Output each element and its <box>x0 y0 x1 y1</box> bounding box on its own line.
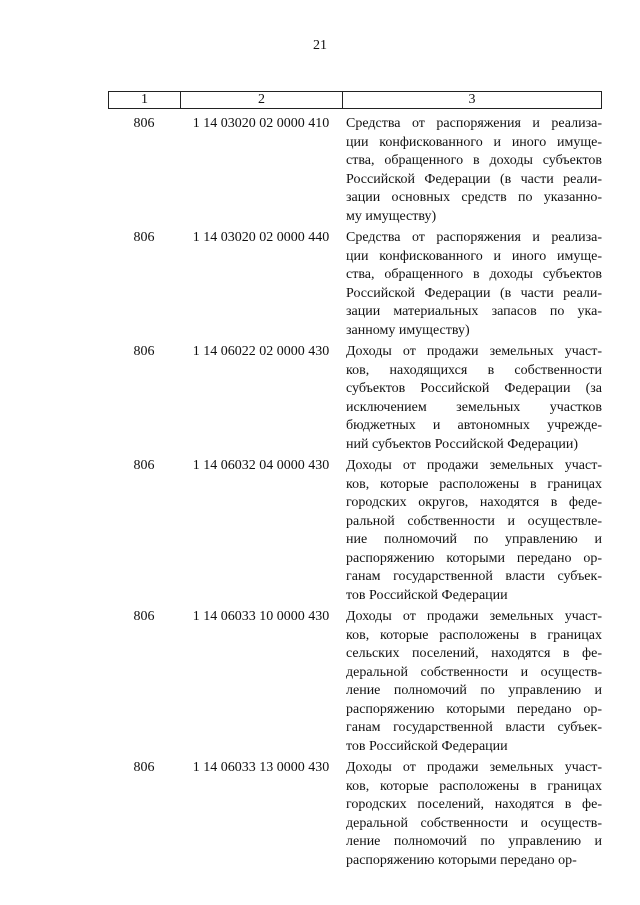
admin-code-cell: 806 <box>133 609 155 624</box>
table-row <box>108 457 602 605</box>
description-line: городских округов, находятся в феде- <box>346 495 602 510</box>
description-line: ление полномочий по управлению и <box>346 834 602 849</box>
budget-classification-code-cell: 1 14 06022 02 0000 430 <box>192 344 330 359</box>
description-line: ганам государственной власти субъек- <box>346 720 602 735</box>
description-line: ление полномочий по управлению и <box>346 683 602 698</box>
description-line: деральной собственности и осуществ- <box>346 815 602 831</box>
description-line: ства, обращенного в доходы субъектов <box>346 153 602 168</box>
description-cell <box>342 759 602 870</box>
description-line: Средства от распоряжения и реализа- <box>346 116 602 131</box>
description-line: ков, которые расположены в границах <box>346 627 602 643</box>
page-number: 21 <box>313 38 327 53</box>
table-row <box>108 229 602 340</box>
description-line: распоряжению которыми передано ор- <box>346 852 577 868</box>
description-line: ства, обращенного в доходы субъектов <box>346 267 602 282</box>
table-row <box>108 608 602 756</box>
admin-code-cell: 806 <box>133 458 155 473</box>
budget-classification-code-cell: 1 14 06033 10 0000 430 <box>192 609 330 624</box>
description-line: городских поселений, находятся в фе- <box>346 797 602 812</box>
table-body <box>108 115 602 873</box>
budget-classification-code-cell: 1 14 03020 02 0000 410 <box>192 116 330 131</box>
description-line: Доходы от продажи земельных участ- <box>346 760 602 775</box>
table-header-row <box>108 91 602 109</box>
description-line: бюджетных и автономных учрежде- <box>346 418 602 433</box>
description-line: сельских поселений, находятся в фе- <box>346 646 602 661</box>
table-row <box>108 343 602 454</box>
description-line: исключением земельных участков <box>346 399 602 415</box>
description-line: Средства от распоряжения и реализа- <box>346 230 602 245</box>
admin-code-cell: 806 <box>133 760 155 775</box>
description-cell <box>342 229 602 340</box>
description-line: субъектов Российской Федерации (за <box>346 381 602 396</box>
budget-classification-code-cell: 1 14 03020 02 0000 440 <box>192 230 330 245</box>
description-line: зации материальных запасов по ука- <box>346 304 602 319</box>
description-line: Российской Федерации (в части реали- <box>346 171 602 187</box>
admin-code-cell: 806 <box>133 344 155 359</box>
table-header-col-1: 1 <box>109 92 181 108</box>
description-line: Доходы от продажи земельных участ- <box>346 458 602 473</box>
description-line: распоряжению которыми передано ор- <box>346 701 602 717</box>
description-line: ков, находящихся в собственности <box>346 362 602 378</box>
description-line: распоряжению которыми передано ор- <box>346 550 602 566</box>
description-line: зации основных средств по указанно- <box>346 190 602 205</box>
description-line: ганам государственной власти субъек- <box>346 569 602 584</box>
description-cell <box>342 343 602 454</box>
admin-code-cell: 806 <box>133 116 155 131</box>
budget-classification-code-cell: 1 14 06033 13 0000 430 <box>192 760 330 775</box>
description-line: тов Российской Федерации <box>346 738 508 754</box>
description-line: му имуществу) <box>346 208 437 224</box>
description-line: ральной собственности и осуществле- <box>346 513 602 529</box>
description-line: ков, которые расположены в границах <box>346 476 602 492</box>
budget-classification-code-cell: 1 14 06032 04 0000 430 <box>192 458 330 473</box>
description-line: ции конфискованного и иного имуще- <box>346 248 602 264</box>
description-line: ков, которые расположены в границах <box>346 778 602 794</box>
admin-code-cell: 806 <box>133 230 155 245</box>
description-line: Российской Федерации (в части реали- <box>346 285 602 301</box>
table-header-col-3: 3 <box>468 92 476 107</box>
table-header-col-2: 2 <box>181 92 343 108</box>
description-line: тов Российской Федерации <box>346 587 508 603</box>
description-cell <box>342 457 602 605</box>
description-line: Доходы от продажи земельных участ- <box>346 344 602 359</box>
description-line: ние полномочий по управлению и <box>346 532 602 547</box>
table-row <box>108 115 602 226</box>
description-line: ний субъектов Российской Федерации) <box>346 436 578 452</box>
description-cell <box>342 115 602 226</box>
table-row <box>108 759 602 870</box>
description-line: занному имуществу) <box>346 322 470 338</box>
description-line: деральной собственности и осуществ- <box>346 664 602 680</box>
description-line: ции конфискованного и иного имуще- <box>346 134 602 150</box>
description-cell <box>342 608 602 756</box>
description-line: Доходы от продажи земельных участ- <box>346 609 602 624</box>
